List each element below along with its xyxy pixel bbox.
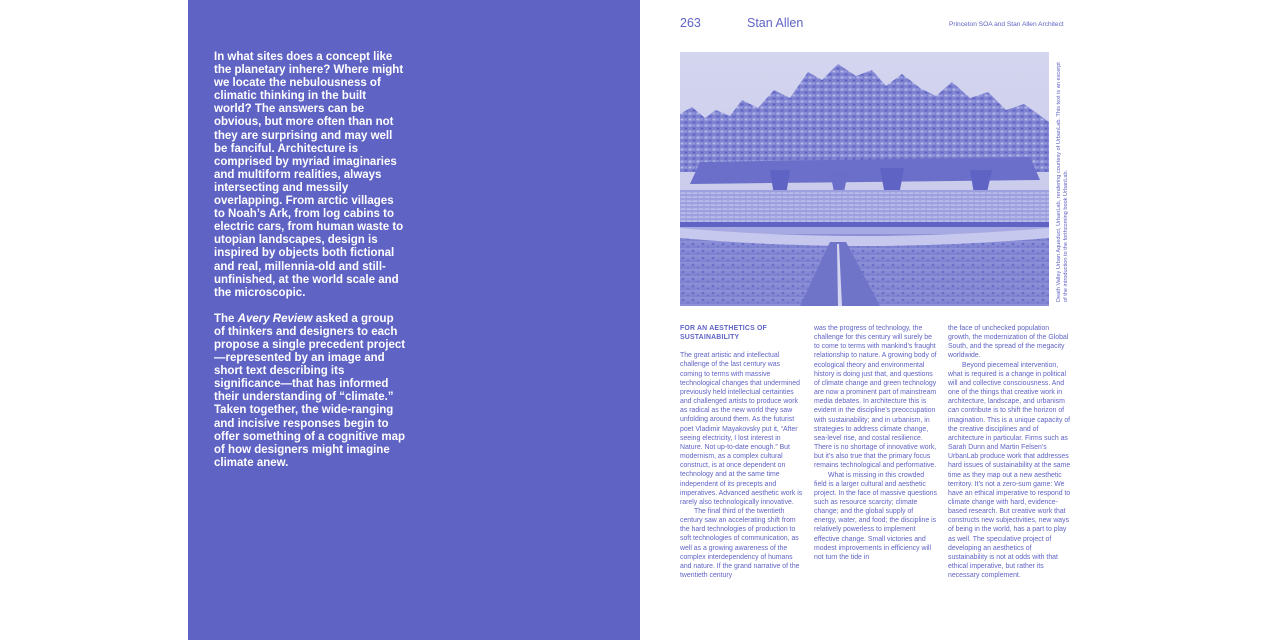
col3-p2-emphasis: can xyxy=(948,407,960,415)
article-column-2 xyxy=(814,324,937,562)
col3-p2-post: contribute is to shift the horizon of imagination. This is a unique capacity of the creative disciplines and of architecture in particular. Firms such as Sarah Dunn and Martin Felsen’s UrbanLab produce work that addresses hard issues of sustainability at the same time as they map out a new aesthetic territory. It’s not a zero-sum game: We have an ethical imperative to respond to climate change with hard, evidence-based research. But creative work that constructs new subjectivities, new ways of being in the world, has a part to play as well. The speculative project of developing an aesthetics of sustainability is not at odds with that ethical imperative, but rather its necessary complement. xyxy=(948,407,1071,580)
author-name: Stan Allen xyxy=(747,16,804,30)
figure-caption-text: Death Valley Urban Aqueduct, UrbanLab, rendering courtesy of UrbanLab. This text is an excerpt of the introduction to the forthcoming book UrbanLab. xyxy=(1056,62,1069,302)
intro-paragraph-2 xyxy=(214,313,406,470)
figure-caption xyxy=(1056,56,1069,306)
col3-paragraph-2 xyxy=(948,361,1072,581)
intro-paragraph-1: In what sites does a concept like the planetary inhere? Where might we locate the nebulousness of climatic thinking in the built world? The answers can be obvious, but more often than not they are surprising and may well be fanciful. Architecture is comprised by myriad imaginaries and multiform realities, always intersecting and messily overlapping. From arctic villages to Noah’s Ark, from log cabins to electric cars, from human waste to utopian landscapes, design is inspired by objects both fictional and real, millennia-old and still-unfinished, at the world scale and the microscopic. xyxy=(214,51,404,299)
right-page xyxy=(640,0,1092,640)
col2-paragraph-1: was the progress of technology, the challenge for this century will surely be to come to terms with mankind’s fraught relationship to nature. A growing body of ecological theory and environmental history is doing just that, and questions of climate change and green technology are now a prominent part of mainstream media debates. In architecture this is evident in the discipline’s preoccupation with sustainability; and in urbanism, in strategies to address climate change, sea-level rise, and costal resilience. There is no shortage of innovative work, but it’s also true that the primary focus remains technological and performative. xyxy=(814,325,937,470)
aqueduct-rendering xyxy=(680,52,1049,306)
aqueduct-rendering-image xyxy=(680,52,1049,306)
article-heading: FOR AN AESTHETICS OF SUSTAINABILITY xyxy=(680,325,767,342)
col3-paragraph-1: the face of unchecked population growth, the modernization of the Global South, and the spread of the megacity worldwide. xyxy=(948,325,1069,360)
author-credit: Princeton SOA and Stan Allen Architect xyxy=(949,21,1064,28)
col3-p2-pre: Beyond piecemeal intervention, what is required is a change in political will and collective consciousness. And one of the things that creative work in architecture, landscape, and urbanism xyxy=(948,361,1066,406)
intro-text xyxy=(214,51,406,483)
article-column-3 xyxy=(948,324,1072,580)
intro-p2-post: asked a group of thinkers and designers to each propose a single precedent project—represented by an image and short text describing its significance—that has informed their understanding of “climate.” Taken together, the wide-ranging and incisive responses begin to offer something of a cognitive map of how designers might imagine climate anew. xyxy=(214,312,406,469)
intro-p2-pre: The xyxy=(214,312,238,325)
col2-paragraph-2: What is missing in this crowded field is a larger cultural and aesthetic project. In the face of massive questions such as resource scarcity; climate change; and the global supply of energy, water, and food; the discipline is relatively powerless to implement effective change. Small victories and modest improvements in efficiency will not turn the tide in xyxy=(814,471,937,561)
col1-paragraph-2: The final third of the twentieth century saw an accelerating shift from the hard technologies of production to soft technologies of communication, as well as a growing awareness of the complex interdependency of humans and nature. If the grand narrative of the twentieth century xyxy=(680,507,800,580)
col1-paragraph-1: The great artistic and intellectual challenge of the last century was coming to terms with massive technological changes that undermined previously held intellectual certainties and challenged artists to produce work as radical as the new world they saw unfolding around them. As the futurist poet Vladimir Mayakovsky put it, “After seeing electricity, I lost interest in Nature. Not up-to-date enough.” But modernism, as a complex cultural construct, is at once dependent on technology and at the same time independent of its precepts and imperatives. Advanced aesthetic work is rarely also technologically innovative. xyxy=(680,352,803,506)
article-column-1 xyxy=(680,324,803,580)
page-number: 263 xyxy=(680,16,701,30)
journal-title: Avery Review xyxy=(237,312,313,325)
left-page xyxy=(188,0,640,640)
